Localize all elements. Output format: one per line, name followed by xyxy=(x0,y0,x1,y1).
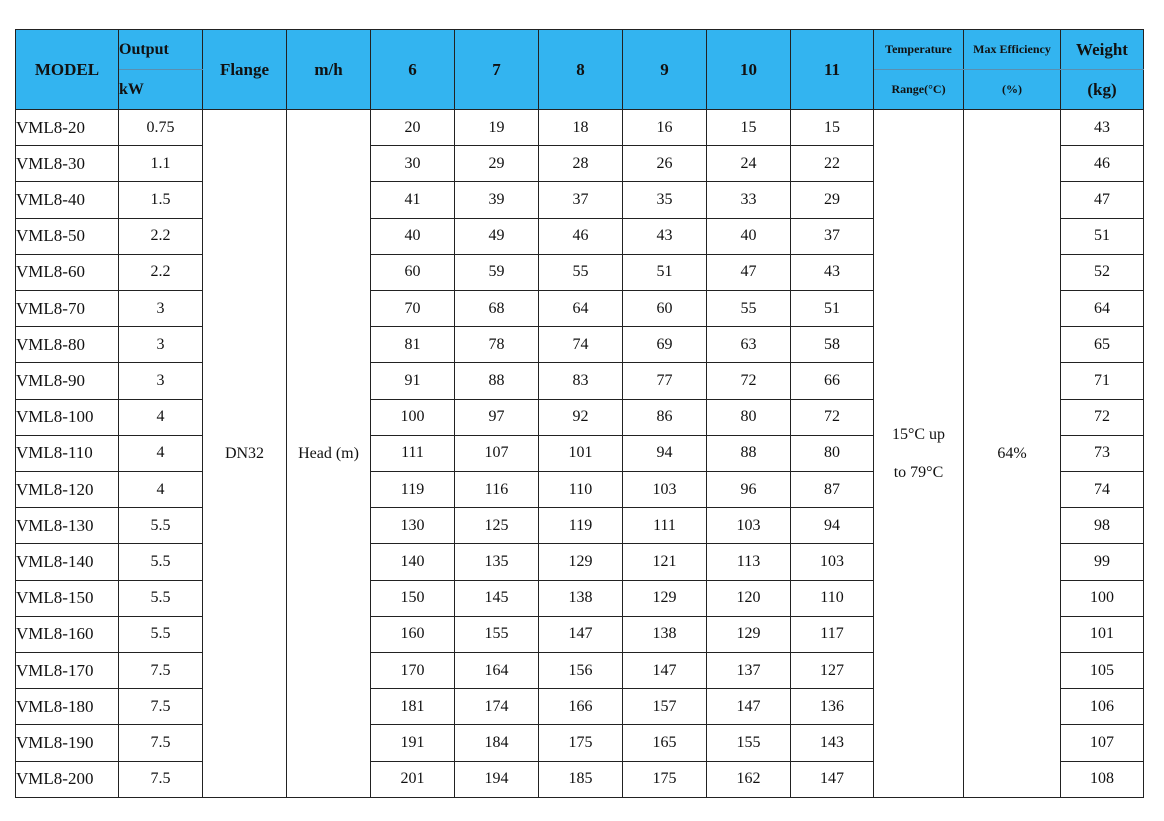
head-value-cell: 145 xyxy=(455,580,539,616)
head-value-cell: 47 xyxy=(707,254,791,290)
head-value-cell: 103 xyxy=(791,544,874,580)
head-value-cell: 86 xyxy=(623,399,707,435)
head-value-cell: 88 xyxy=(707,435,791,471)
head-value-cell: 20 xyxy=(371,110,455,146)
head-value-cell: 184 xyxy=(455,725,539,761)
head-value-cell: 129 xyxy=(539,544,623,580)
head-value-cell: 74 xyxy=(539,327,623,363)
model-cell: VML8-130 xyxy=(16,508,119,544)
output-cell: 5.5 xyxy=(119,508,203,544)
output-cell: 7.5 xyxy=(119,725,203,761)
head-value-cell: 94 xyxy=(623,435,707,471)
head-value-cell: 140 xyxy=(371,544,455,580)
head-value-cell: 92 xyxy=(539,399,623,435)
head-value-cell: 51 xyxy=(623,254,707,290)
head-value-cell: 30 xyxy=(371,146,455,182)
head-value-cell: 55 xyxy=(539,254,623,290)
head-value-cell: 72 xyxy=(707,363,791,399)
model-cell: VML8-100 xyxy=(16,399,119,435)
head-value-cell: 137 xyxy=(707,653,791,689)
header-flow-10: 10 xyxy=(707,30,791,110)
head-value-cell: 26 xyxy=(623,146,707,182)
header-flow-6: 6 xyxy=(371,30,455,110)
head-value-cell: 28 xyxy=(539,146,623,182)
head-value-cell: 77 xyxy=(623,363,707,399)
head-value-cell: 40 xyxy=(707,218,791,254)
weight-cell: 46 xyxy=(1061,146,1144,182)
head-value-cell: 49 xyxy=(455,218,539,254)
output-cell: 4 xyxy=(119,435,203,471)
efficiency-cell: 64% xyxy=(964,110,1061,798)
head-value-cell: 33 xyxy=(707,182,791,218)
head-value-cell: 170 xyxy=(371,653,455,689)
head-value-cell: 156 xyxy=(539,653,623,689)
head-value-cell: 150 xyxy=(371,580,455,616)
output-cell: 5.5 xyxy=(119,544,203,580)
head-value-cell: 138 xyxy=(623,616,707,652)
temperature-range-cell xyxy=(874,110,964,798)
model-cell: VML8-180 xyxy=(16,689,119,725)
head-value-cell: 39 xyxy=(455,182,539,218)
header-flow-7: 7 xyxy=(455,30,539,110)
model-cell: VML8-160 xyxy=(16,616,119,652)
table-body xyxy=(16,110,1144,798)
weight-cell: 64 xyxy=(1061,291,1144,327)
head-value-cell: 111 xyxy=(371,435,455,471)
model-cell: VML8-200 xyxy=(16,761,119,797)
output-cell: 1.5 xyxy=(119,182,203,218)
head-value-cell: 103 xyxy=(623,472,707,508)
weight-cell: 43 xyxy=(1061,110,1144,146)
header-model: MODEL xyxy=(16,30,119,110)
output-cell: 5.5 xyxy=(119,616,203,652)
head-value-cell: 100 xyxy=(371,399,455,435)
head-value-cell: 58 xyxy=(791,327,874,363)
head-value-cell: 97 xyxy=(455,399,539,435)
head-value-cell: 162 xyxy=(707,761,791,797)
output-cell: 7.5 xyxy=(119,653,203,689)
head-value-cell: 147 xyxy=(623,653,707,689)
head-value-cell: 194 xyxy=(455,761,539,797)
head-value-cell: 175 xyxy=(539,725,623,761)
weight-cell: 100 xyxy=(1061,580,1144,616)
head-value-cell: 127 xyxy=(791,653,874,689)
head-value-cell: 40 xyxy=(371,218,455,254)
weight-cell: 71 xyxy=(1061,363,1144,399)
model-cell: VML8-170 xyxy=(16,653,119,689)
head-value-cell: 55 xyxy=(707,291,791,327)
head-value-cell: 29 xyxy=(791,182,874,218)
head-value-cell: 110 xyxy=(791,580,874,616)
head-value-cell: 16 xyxy=(623,110,707,146)
weight-cell: 99 xyxy=(1061,544,1144,580)
head-value-cell: 19 xyxy=(455,110,539,146)
head-value-cell: 135 xyxy=(455,544,539,580)
head-value-cell: 68 xyxy=(455,291,539,327)
model-cell: VML8-40 xyxy=(16,182,119,218)
weight-cell: 52 xyxy=(1061,254,1144,290)
flange-cell: DN32 xyxy=(203,110,287,798)
head-value-cell: 69 xyxy=(623,327,707,363)
header-temperature-range: Range(°C) xyxy=(874,70,964,110)
head-value-cell: 60 xyxy=(371,254,455,290)
head-value-cell: 51 xyxy=(791,291,874,327)
head-value-cell: 125 xyxy=(455,508,539,544)
head-value-cell: 18 xyxy=(539,110,623,146)
head-value-cell: 121 xyxy=(623,544,707,580)
output-cell: 4 xyxy=(119,399,203,435)
head-value-cell: 22 xyxy=(791,146,874,182)
table-row xyxy=(16,110,1144,146)
head-value-cell: 94 xyxy=(791,508,874,544)
weight-cell: 74 xyxy=(1061,472,1144,508)
weight-cell: 108 xyxy=(1061,761,1144,797)
table-header xyxy=(16,30,1144,110)
model-cell: VML8-50 xyxy=(16,218,119,254)
head-value-cell: 147 xyxy=(539,616,623,652)
head-value-cell: 155 xyxy=(707,725,791,761)
head-value-cell: 164 xyxy=(455,653,539,689)
head-value-cell: 43 xyxy=(791,254,874,290)
output-cell: 3 xyxy=(119,327,203,363)
head-value-cell: 111 xyxy=(623,508,707,544)
head-value-cell: 83 xyxy=(539,363,623,399)
header-mh: m/h xyxy=(287,30,371,110)
head-value-cell: 101 xyxy=(539,435,623,471)
header-flow-8: 8 xyxy=(539,30,623,110)
header-flow-9: 9 xyxy=(623,30,707,110)
head-value-cell: 63 xyxy=(707,327,791,363)
head-value-cell: 155 xyxy=(455,616,539,652)
head-value-cell: 120 xyxy=(707,580,791,616)
head-value-cell: 43 xyxy=(623,218,707,254)
model-cell: VML8-150 xyxy=(16,580,119,616)
output-cell: 0.75 xyxy=(119,110,203,146)
head-label-cell: Head (m) xyxy=(287,110,371,798)
weight-cell: 101 xyxy=(1061,616,1144,652)
weight-cell: 105 xyxy=(1061,653,1144,689)
head-value-cell: 136 xyxy=(791,689,874,725)
model-cell: VML8-30 xyxy=(16,146,119,182)
head-value-cell: 87 xyxy=(791,472,874,508)
model-cell: VML8-90 xyxy=(16,363,119,399)
output-cell: 2.2 xyxy=(119,218,203,254)
header-output-unit: kW xyxy=(119,70,203,110)
temperature-range-line1: 15°C up xyxy=(891,425,946,443)
head-value-cell: 24 xyxy=(707,146,791,182)
head-value-cell: 37 xyxy=(791,218,874,254)
head-value-cell: 113 xyxy=(707,544,791,580)
header-weight-unit: (kg) xyxy=(1061,70,1144,110)
header-flange: Flange xyxy=(203,30,287,110)
head-value-cell: 81 xyxy=(371,327,455,363)
head-value-cell: 88 xyxy=(455,363,539,399)
head-value-cell: 160 xyxy=(371,616,455,652)
header-efficiency: Max Efficiency xyxy=(964,30,1061,70)
weight-cell: 106 xyxy=(1061,689,1144,725)
pump-spec-table xyxy=(15,29,1144,798)
weight-cell: 51 xyxy=(1061,218,1144,254)
head-value-cell: 80 xyxy=(791,435,874,471)
output-cell: 7.5 xyxy=(119,761,203,797)
head-value-cell: 116 xyxy=(455,472,539,508)
weight-cell: 73 xyxy=(1061,435,1144,471)
output-cell: 7.5 xyxy=(119,689,203,725)
output-cell: 2.2 xyxy=(119,254,203,290)
head-value-cell: 59 xyxy=(455,254,539,290)
head-value-cell: 29 xyxy=(455,146,539,182)
head-value-cell: 119 xyxy=(371,472,455,508)
head-value-cell: 185 xyxy=(539,761,623,797)
head-value-cell: 60 xyxy=(623,291,707,327)
head-value-cell: 129 xyxy=(623,580,707,616)
head-value-cell: 80 xyxy=(707,399,791,435)
output-cell: 3 xyxy=(119,363,203,399)
head-value-cell: 129 xyxy=(707,616,791,652)
head-value-cell: 15 xyxy=(791,110,874,146)
model-cell: VML8-140 xyxy=(16,544,119,580)
head-value-cell: 119 xyxy=(539,508,623,544)
output-cell: 4 xyxy=(119,472,203,508)
head-value-cell: 64 xyxy=(539,291,623,327)
head-value-cell: 157 xyxy=(623,689,707,725)
weight-cell: 47 xyxy=(1061,182,1144,218)
head-value-cell: 41 xyxy=(371,182,455,218)
head-value-cell: 70 xyxy=(371,291,455,327)
head-value-cell: 78 xyxy=(455,327,539,363)
head-value-cell: 72 xyxy=(791,399,874,435)
weight-cell: 98 xyxy=(1061,508,1144,544)
model-cell: VML8-190 xyxy=(16,725,119,761)
head-value-cell: 174 xyxy=(455,689,539,725)
head-value-cell: 15 xyxy=(707,110,791,146)
head-value-cell: 130 xyxy=(371,508,455,544)
head-value-cell: 201 xyxy=(371,761,455,797)
head-value-cell: 165 xyxy=(623,725,707,761)
output-cell: 1.1 xyxy=(119,146,203,182)
header-flow-11: 11 xyxy=(791,30,874,110)
head-value-cell: 35 xyxy=(623,182,707,218)
header-weight: Weight xyxy=(1061,30,1144,70)
head-value-cell: 117 xyxy=(791,616,874,652)
model-cell: VML8-70 xyxy=(16,291,119,327)
weight-cell: 72 xyxy=(1061,399,1144,435)
header-efficiency-unit: (%) xyxy=(964,70,1061,110)
head-value-cell: 107 xyxy=(455,435,539,471)
output-cell: 5.5 xyxy=(119,580,203,616)
weight-cell: 107 xyxy=(1061,725,1144,761)
head-value-cell: 96 xyxy=(707,472,791,508)
temperature-range-line2: to 79°C xyxy=(893,463,944,481)
head-value-cell: 191 xyxy=(371,725,455,761)
head-value-cell: 91 xyxy=(371,363,455,399)
head-value-cell: 37 xyxy=(539,182,623,218)
output-cell: 3 xyxy=(119,291,203,327)
head-value-cell: 181 xyxy=(371,689,455,725)
head-value-cell: 147 xyxy=(707,689,791,725)
head-value-cell: 110 xyxy=(539,472,623,508)
model-cell: VML8-80 xyxy=(16,327,119,363)
weight-cell: 65 xyxy=(1061,327,1144,363)
head-value-cell: 138 xyxy=(539,580,623,616)
head-value-cell: 147 xyxy=(791,761,874,797)
head-value-cell: 103 xyxy=(707,508,791,544)
head-value-cell: 175 xyxy=(623,761,707,797)
model-cell: VML8-120 xyxy=(16,472,119,508)
model-cell: VML8-110 xyxy=(16,435,119,471)
head-value-cell: 46 xyxy=(539,218,623,254)
head-value-cell: 166 xyxy=(539,689,623,725)
model-cell: VML8-60 xyxy=(16,254,119,290)
head-value-cell: 66 xyxy=(791,363,874,399)
header-temperature: Temperature xyxy=(874,30,964,70)
header-output: Output xyxy=(119,30,203,70)
model-cell: VML8-20 xyxy=(16,110,119,146)
head-value-cell: 143 xyxy=(791,725,874,761)
